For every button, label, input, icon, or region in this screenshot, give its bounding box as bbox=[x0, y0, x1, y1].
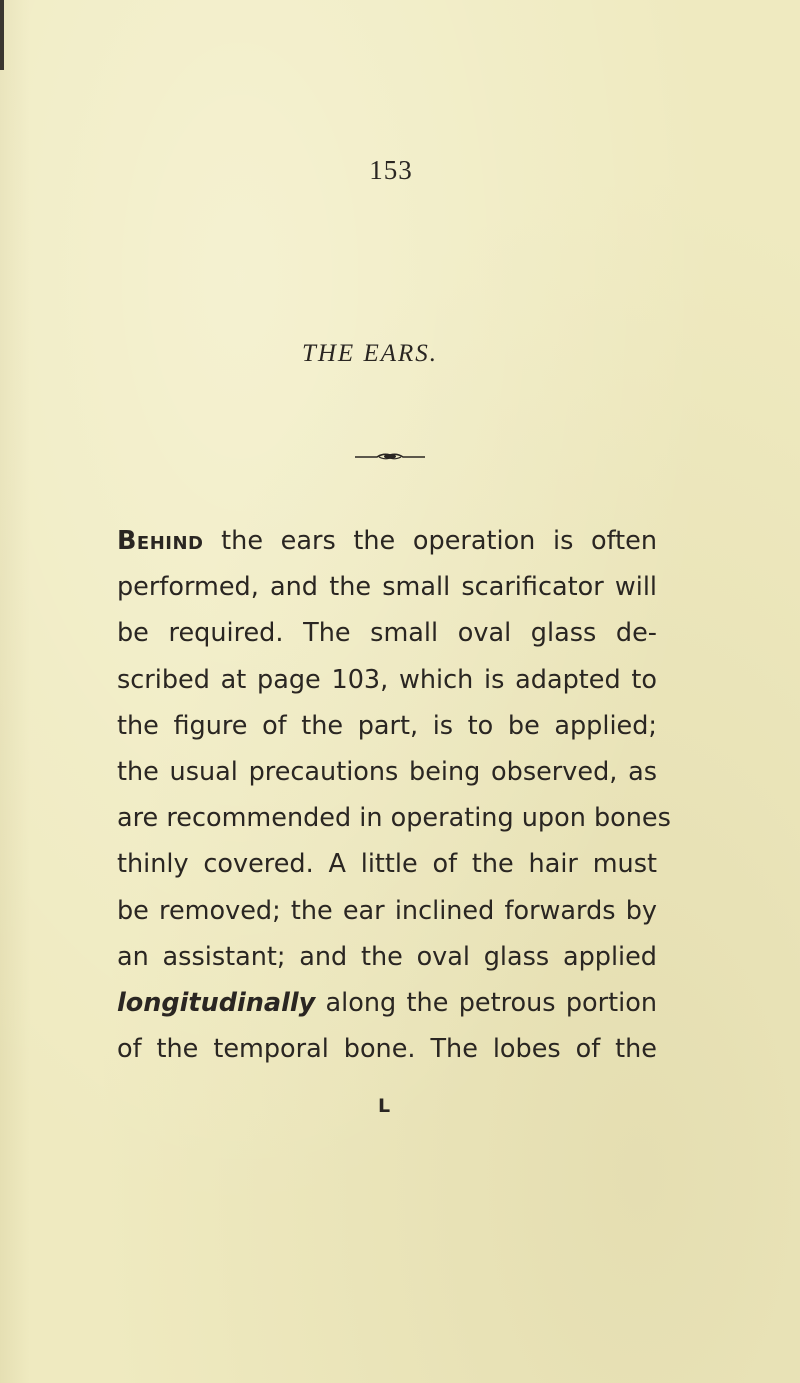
chapter-title: THE EARS. bbox=[301, 340, 439, 367]
text-line-5: the figure of the part, is to be applied; bbox=[117, 710, 657, 741]
body-paragraph bbox=[117, 518, 671, 1072]
line-text: along the petrous portion bbox=[315, 987, 657, 1018]
text-line-11 bbox=[117, 980, 657, 1026]
emphasized-word: longitudinally bbox=[117, 987, 316, 1018]
text-line-12: of the temporal bone. The lobes of the bbox=[117, 1034, 657, 1065]
text-line-7: are recommended in operating upon bones bbox=[117, 803, 671, 834]
text-line-6: the usual precautions being observed, as bbox=[117, 756, 657, 787]
text-line-4: scribed at page 103, which is adapted to bbox=[117, 664, 657, 695]
lead-word: Behind bbox=[117, 526, 204, 556]
text-line-9: be removed; the ear inclined forwards by bbox=[117, 895, 657, 926]
text-line-10: an assistant; and the oval glass applied bbox=[117, 941, 657, 972]
text-line-1 bbox=[117, 518, 657, 564]
line-text: the ears the operation is often bbox=[203, 526, 657, 556]
signature-mark: L bbox=[377, 1095, 391, 1117]
text-line-3: be required. The small oval glass de- bbox=[117, 618, 657, 649]
page-number: 153 bbox=[369, 155, 413, 185]
horizontal-rule-ornament-icon bbox=[355, 452, 425, 462]
text-line-8: thinly covered. A little of the hair must bbox=[117, 849, 657, 880]
page-edge-shadow bbox=[0, 0, 4, 70]
text-line-2: performed, and the small scarificator will bbox=[117, 572, 657, 603]
